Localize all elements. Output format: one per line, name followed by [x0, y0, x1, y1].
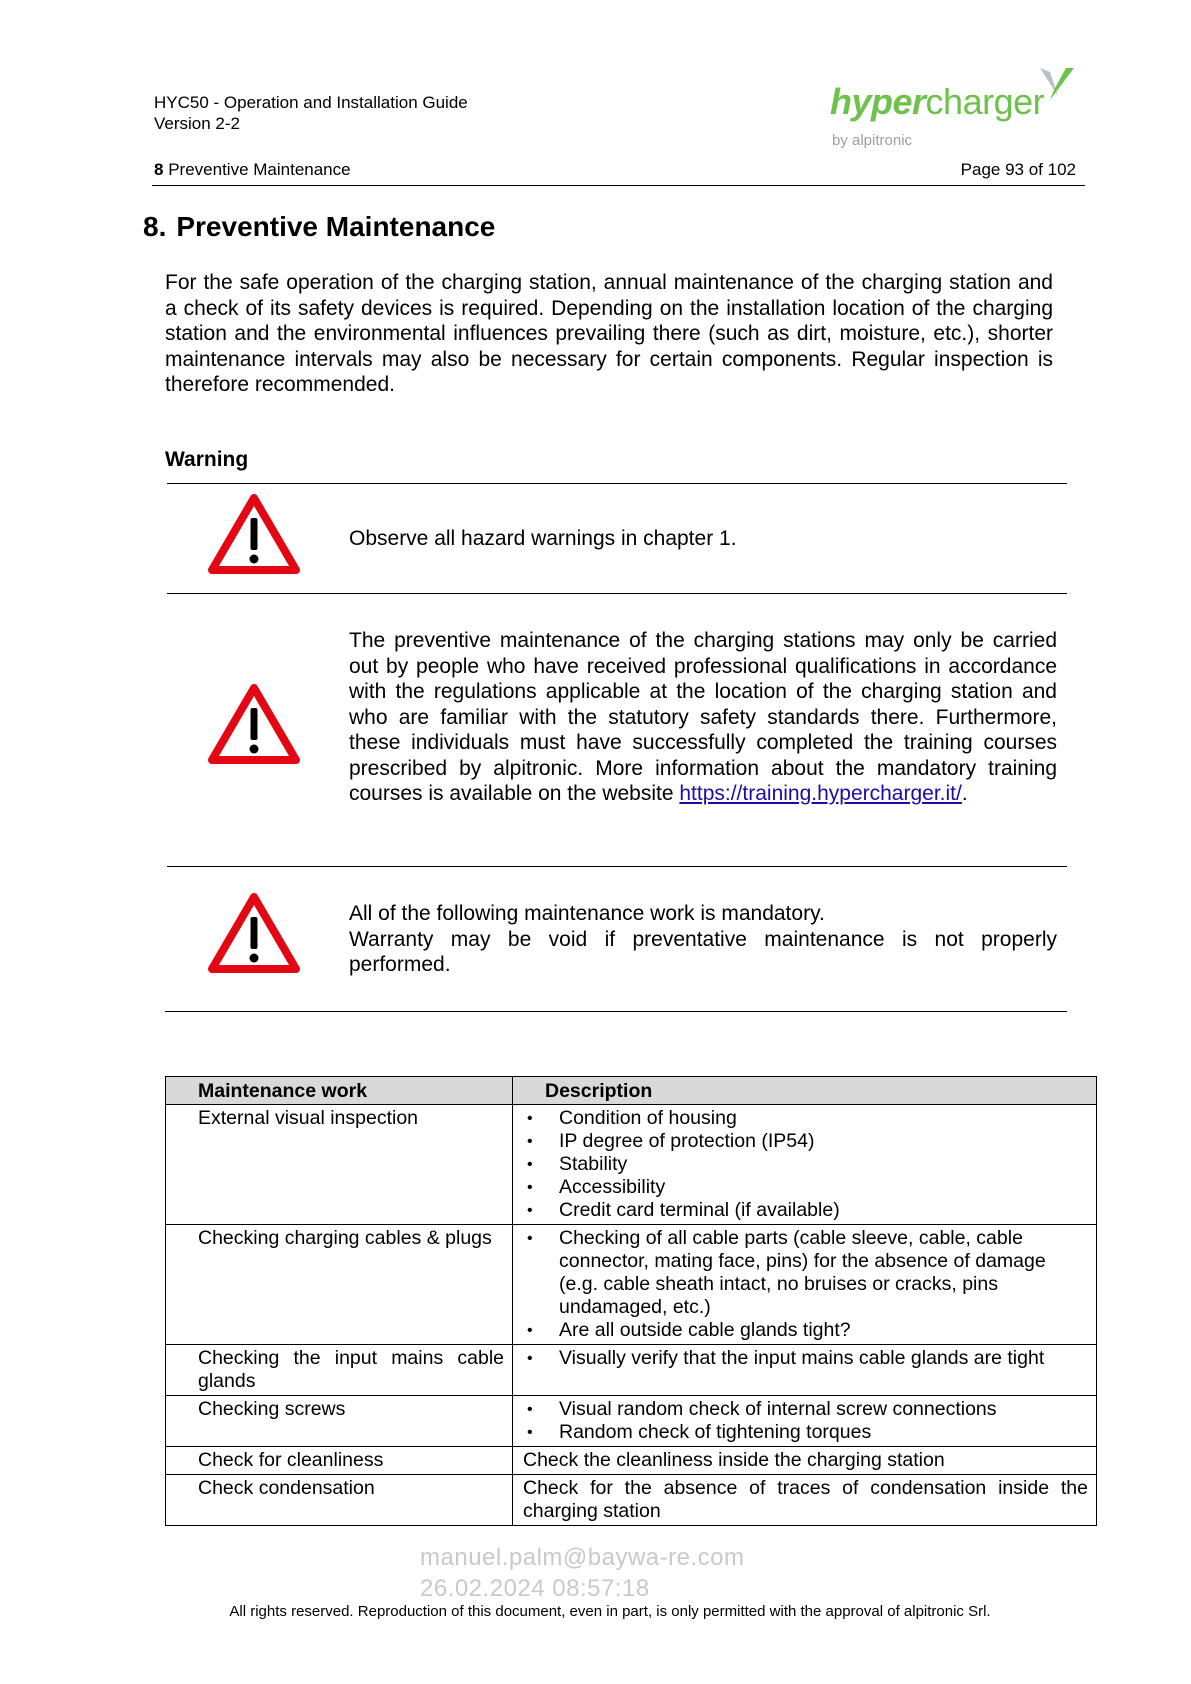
list-item: • Are all outside cable glands tight?: [523, 1319, 1088, 1342]
description-cell: [513, 1345, 1097, 1396]
list-item: • Condition of housing: [523, 1107, 1088, 1130]
page-number: Page 93 of 102: [960, 160, 1076, 179]
document-header: [154, 92, 468, 134]
warning-divider: [167, 866, 1067, 867]
list-item: • Stability: [523, 1153, 1088, 1176]
page-title: 8. Preventive Maintenance: [143, 211, 496, 242]
table-header-row: [166, 1077, 1097, 1105]
hypercharger-logo: [830, 66, 1080, 156]
list-item: • Random check of tightening torques: [523, 1421, 1088, 1444]
warning-divider: [167, 593, 1067, 594]
description-cell: [513, 1225, 1097, 1345]
warning-text: The preventive maintenance of the charging stations may only be carried out by people who have received professional qualifications in accordance with the regulations applicable at the location of the charging station and who are familiar with the statutory safety standards there. Furthermore, these individuals must have successfully completed the training courses prescribed by alpitronic. More information about the mandatory training courses is available on the website https://training.hypercharger.it/.: [349, 629, 1057, 805]
maintenance-table: [165, 1076, 1097, 1526]
description-cell: Check the cleanliness inside the charging station: [513, 1447, 1097, 1475]
header-divider: [152, 185, 1085, 186]
table-row: [166, 1105, 1097, 1225]
maintenance-work-cell: Check for cleanliness: [166, 1447, 513, 1475]
warning-heading: Warning: [165, 448, 249, 471]
warning-triangle-icon: [207, 683, 301, 765]
document-title: HYC50 - Operation and Installation Guide: [154, 93, 468, 112]
warning-triangle-icon: [207, 892, 301, 974]
list-item: • Visually verify that the input mains cable glands are tight: [523, 1347, 1088, 1370]
description-cell: [513, 1105, 1097, 1225]
list-item: • Checking of all cable parts (cable sleeve, cable, cable connector, mating face, pins) for the absence of damage (e.g. cable sheath intact, no bruises or cracks, pins undamaged, etc.): [523, 1227, 1088, 1319]
section-indicator: 8 Preventive Maintenance: [154, 160, 351, 179]
description-cell: [513, 1396, 1097, 1447]
logo-byline: by alpitronic: [832, 132, 913, 149]
list-item: • IP degree of protection (IP54): [523, 1130, 1088, 1153]
warning-divider: [165, 1011, 1067, 1012]
maintenance-work-cell: External visual inspection: [166, 1105, 513, 1225]
description-cell: Check for the absence of traces of condensation inside the charging station: [513, 1475, 1097, 1526]
training-website-link[interactable]: https://training.hypercharger.it/: [679, 782, 962, 805]
list-item: • Visual random check of internal screw connections: [523, 1398, 1088, 1421]
table-row: [166, 1345, 1097, 1396]
logo-wordmark: hypercharger: [830, 81, 1045, 122]
table-row: [166, 1225, 1097, 1345]
column-header: Description: [513, 1077, 1097, 1105]
table-row: [166, 1475, 1097, 1526]
maintenance-work-cell: Checking screws: [166, 1396, 513, 1447]
maintenance-work-cell: Checking the input mains cable glands: [166, 1345, 513, 1396]
intro-paragraph: For the safe operation of the charging station, annual maintenance of the charging station and a check of its safety devices is required. Depending on the installation location of the charging station and the environmental influences prevailing there (such as dirt, moisture, etc.), shorter maintenance intervals may also be necessary for certain components. Regular inspection is therefore recommended.: [165, 271, 1053, 396]
watermark-email: manuel.palm@baywa-re.com: [420, 1544, 745, 1571]
table-row: [166, 1447, 1097, 1475]
maintenance-work-cell: Checking charging cables & plugs: [166, 1225, 513, 1345]
watermark-timestamp: 26.02.2024 08:57:18: [420, 1575, 650, 1602]
warning-divider: [167, 483, 1067, 484]
footer-copyright: All rights reserved. Reproduction of this document, even in part, is only permitted with the approval of alpitronic Srl.: [229, 1603, 991, 1620]
warning-text: All of the following maintenance work is mandatory. Warranty may be void if preventative maintenance is not properly performed.: [349, 902, 1057, 976]
warning-triangle-icon: [207, 493, 301, 575]
column-header: Maintenance work: [166, 1077, 513, 1105]
warning-text: Observe all hazard warnings in chapter 1.: [349, 527, 737, 550]
maintenance-work-cell: Check condensation: [166, 1475, 513, 1526]
list-item: • Credit card terminal (if available): [523, 1199, 1088, 1222]
document-version: Version 2-2: [154, 114, 240, 133]
list-item: • Accessibility: [523, 1176, 1088, 1199]
table-row: [166, 1396, 1097, 1447]
